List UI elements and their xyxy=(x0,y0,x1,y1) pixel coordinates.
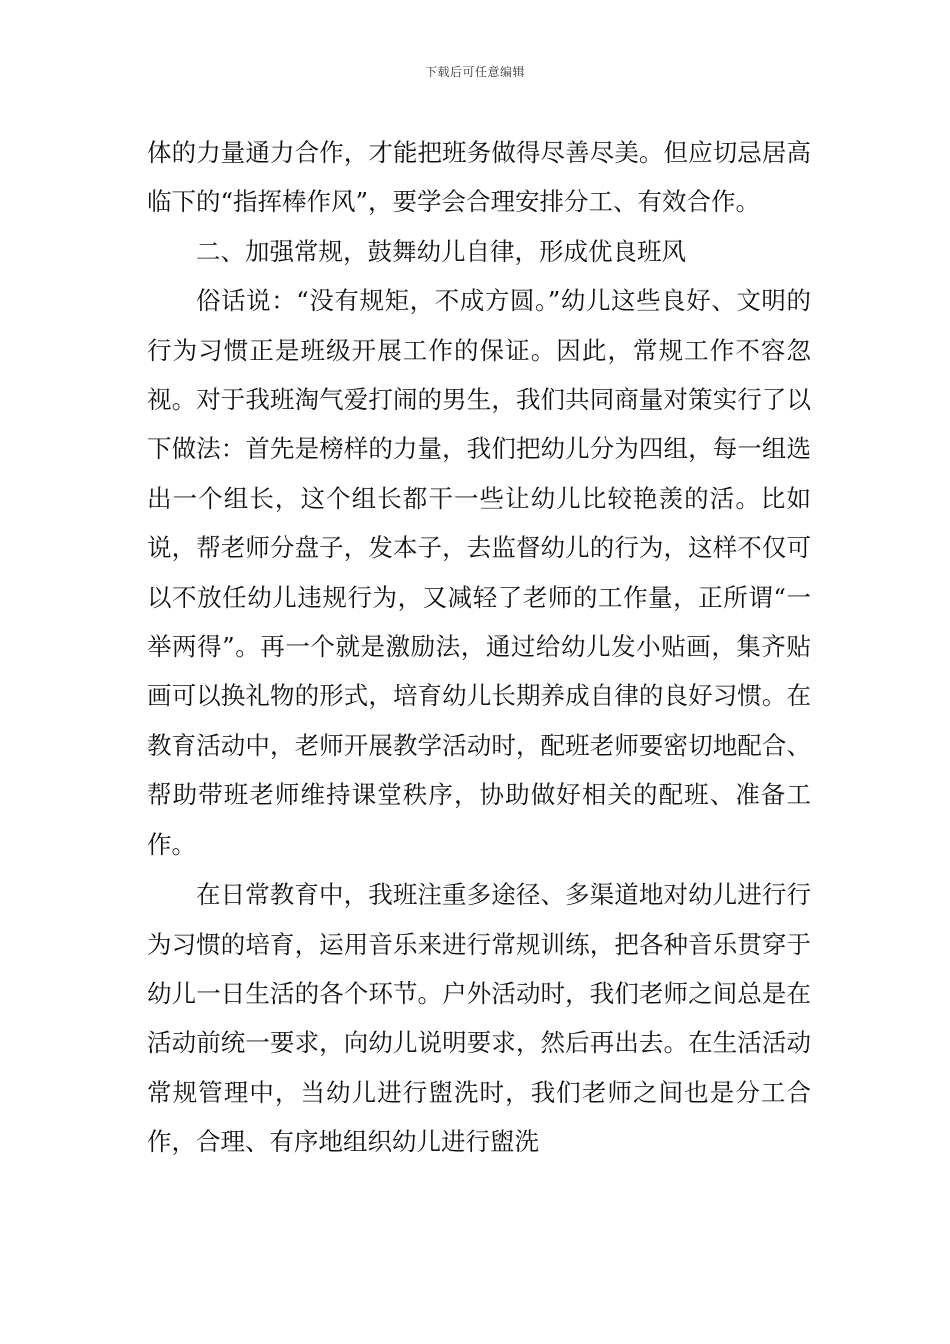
paragraph: 在日常教育中，我班注重多途径、多渠道地对幼儿进行行为习惯的培育，运用音乐来进行常规训练，把各种音乐贯穿于幼儿一日生活的各个环节。户外活动时，我们老师之间总是在活动前统一要求，向幼儿说明要求，然后再出去。在生活活动常规管理中，当幼儿进行盥洗时，我们老师之间也是分工合作，合理、有序地组织幼儿进行盥洗 xyxy=(147,880,811,1157)
paragraph-continuation: 体的力量通力合作，才能把班务做得尽善尽美。但应切忌居高临下的“指挥棒作风”，要学会合理安排分工、有效合作。 xyxy=(147,138,811,217)
page-header: 下载后可任意编辑 xyxy=(424,65,525,79)
section-heading: 二、加强常规，鼓舞幼儿自律，形成优良班风 xyxy=(196,236,686,266)
document-body xyxy=(147,128,811,1167)
paragraph: 俗话说：“没有规矩，不成方圆。”幼儿这些良好、文明的行为习惯正是班级开展工作的保证。因此，常规工作不容忽视。对于我班淘气爱打闹的男生，我们共同商量对策实行了以下做法：首先是榜样的力量，我们把幼儿分为四组，每一组选出一个组长，这个组长都干一些让幼儿比较艳羡的活。比如说，帮老师分盘子，发本子，去监督幼儿的行为，这样不仅可以不放任幼儿违规行为，又减轻了老师的工作量，正所谓“一举两得”。再一个就是激励法，通过给幼儿发小贴画，集齐贴画可以换礼物的形式，培育幼儿长期养成自律的良好习惯。在教育活动中，老师开展教学活动时，配班老师要密切地配合、帮助带班老师维持课堂秩序，协助做好相关的配班、准备工作。 xyxy=(147,286,811,859)
